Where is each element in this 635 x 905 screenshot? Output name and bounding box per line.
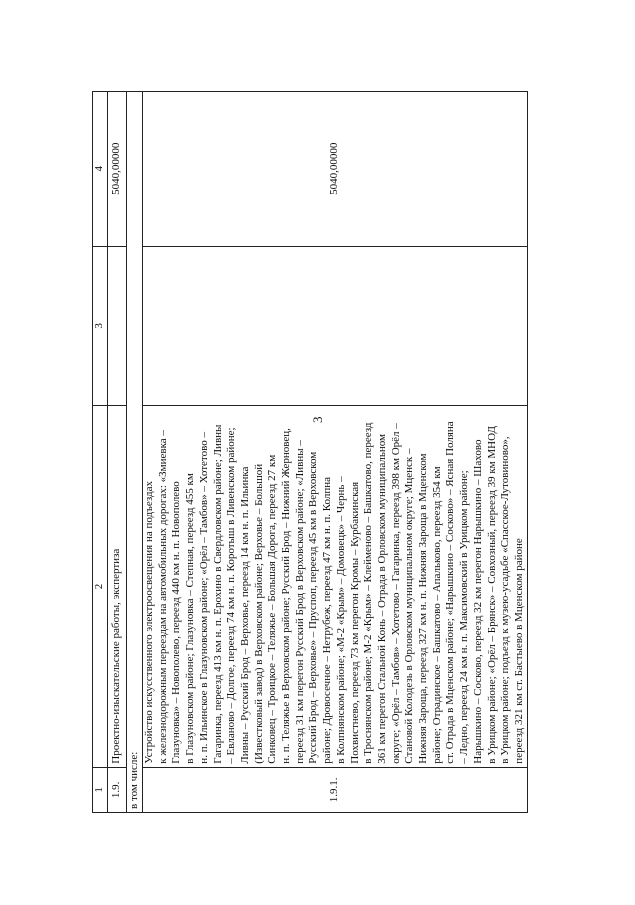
header-col-4: 4: [93, 92, 108, 247]
description-line: Нижняя Зароща, переезд 327 км н. п. Нижняя Зароща в Мценском: [417, 453, 430, 764]
item-number: 1.9.1.: [143, 767, 528, 812]
description-line: Нарышкино – Сосково, переезд 32 км перегон Нарышкино – Шахово: [471, 439, 484, 764]
row-sum: 5040,00000: [108, 92, 127, 247]
item-col3: [143, 246, 528, 406]
description-line: переезд 31 км перегон Русский Брод в Верховском районе; «Ливны –: [293, 440, 306, 764]
description-line: Глазуновка» – Новополево, переезд 440 км н. п. Новополево: [170, 481, 183, 764]
table-row: [127, 92, 143, 813]
table-row: [108, 92, 127, 813]
budget-table: [92, 91, 528, 813]
including-label: в том числе:: [127, 92, 143, 813]
description-line: переезд 321 км ст. Бастыево в Мценском районе: [512, 538, 525, 764]
description-line: н. п. Ильинское в Глазуновском районе; «Орёл – Тамбов» – Хотетово –: [197, 432, 210, 764]
description-line: – Евланово – Долгое, переезд 74 км н. п. Коротыш в Ливенском районе;: [225, 427, 238, 764]
description-line: Устройство искусственного электроосвещения на подъездах: [143, 480, 155, 764]
row-number: 1.9.: [108, 767, 127, 812]
header-col-2: 2: [93, 406, 108, 768]
description-line: округе; «Орёл – Тамбов» – Хотетово – Гагаринка, переезд 398 км Орёл –: [389, 423, 402, 764]
item-sum: 5040,00000: [143, 92, 528, 247]
description-line: Похвистнево, переезд 73 км перегон Кромы – Курбакинская: [348, 481, 361, 764]
description-line: в Урицком районе; «Орёл – Брянск» – Совхозный, переезд 39 км МНОД: [485, 426, 498, 764]
rotated-table-wrapper: [92, 91, 552, 813]
row-col3: [108, 246, 127, 406]
table-header-row: [93, 92, 108, 813]
description-line: н. п. Теляжье в Верховском районе; Русский Брод – Нижний Жерновец,: [280, 428, 293, 764]
description-line: Становой Колодезь в Орловском муниципальном округе; Мценск –: [403, 448, 416, 764]
description-line: (Известковый завод) в Верховском районе; Верховье – Большой: [252, 463, 265, 764]
header-col-3: 3: [93, 246, 108, 406]
table-row: [143, 92, 528, 813]
description-line: Гагаринка, переезд 413 км н. п. Ерохино в Свердловском районе; Ливны: [211, 424, 224, 764]
description-line: Ливны – Русский Брод – Верховье, переезд 14 км н. п. Ильинка: [238, 466, 251, 764]
description-line: к железнодорожным переездам на автомобильных дорогах: «Змиевка –: [156, 430, 169, 764]
item-description: [143, 406, 528, 768]
description-line: районе; Дровосечное – Нетрубеж, переезд 47 км н. п. Колпна: [321, 476, 334, 764]
page-number: 3: [310, 416, 325, 423]
description-line: – Ледно, переезд 24 км н. п. Максимовский в Урицком районе;: [458, 470, 471, 764]
row-name: Проектно-изыскательские работы, экспертиза: [108, 406, 127, 768]
header-col-1: 1: [93, 767, 108, 812]
description-line: Синковец – Троицкое – Теляжье – Большая Дорога, переезд 27 км: [266, 454, 279, 764]
description-line: районе; Отрадинское – Башкатово – Апальково, переезд 354 км: [430, 466, 443, 764]
description-line: Русский Брод – Верховье» – Пруспоп, переезд 45 км в Верховском: [307, 451, 320, 764]
description-line: в Глазуновском районе; Глазуновка – Степная, переезд 455 км: [184, 473, 197, 764]
description-line: в Колпнянском районе; «М-2 «Крым» – Домовецк» – Чернь –: [334, 476, 347, 764]
description-line: ст. Отрада в Мценском районе; «Нарышкино – Сосково» – Ясная Поляна: [444, 421, 457, 764]
description-line: в Троснянском районе; М-2 «Крым» – Клейменово – Башкатово, переезд: [362, 422, 375, 764]
description-line: 361 км перегон Стальной Конь – Отрада в Орловском муниципальном: [375, 433, 388, 764]
description-line: в Урицком районе; подъезд к музею-усадьбе «Спасское-Лутовиново»,: [499, 436, 512, 764]
